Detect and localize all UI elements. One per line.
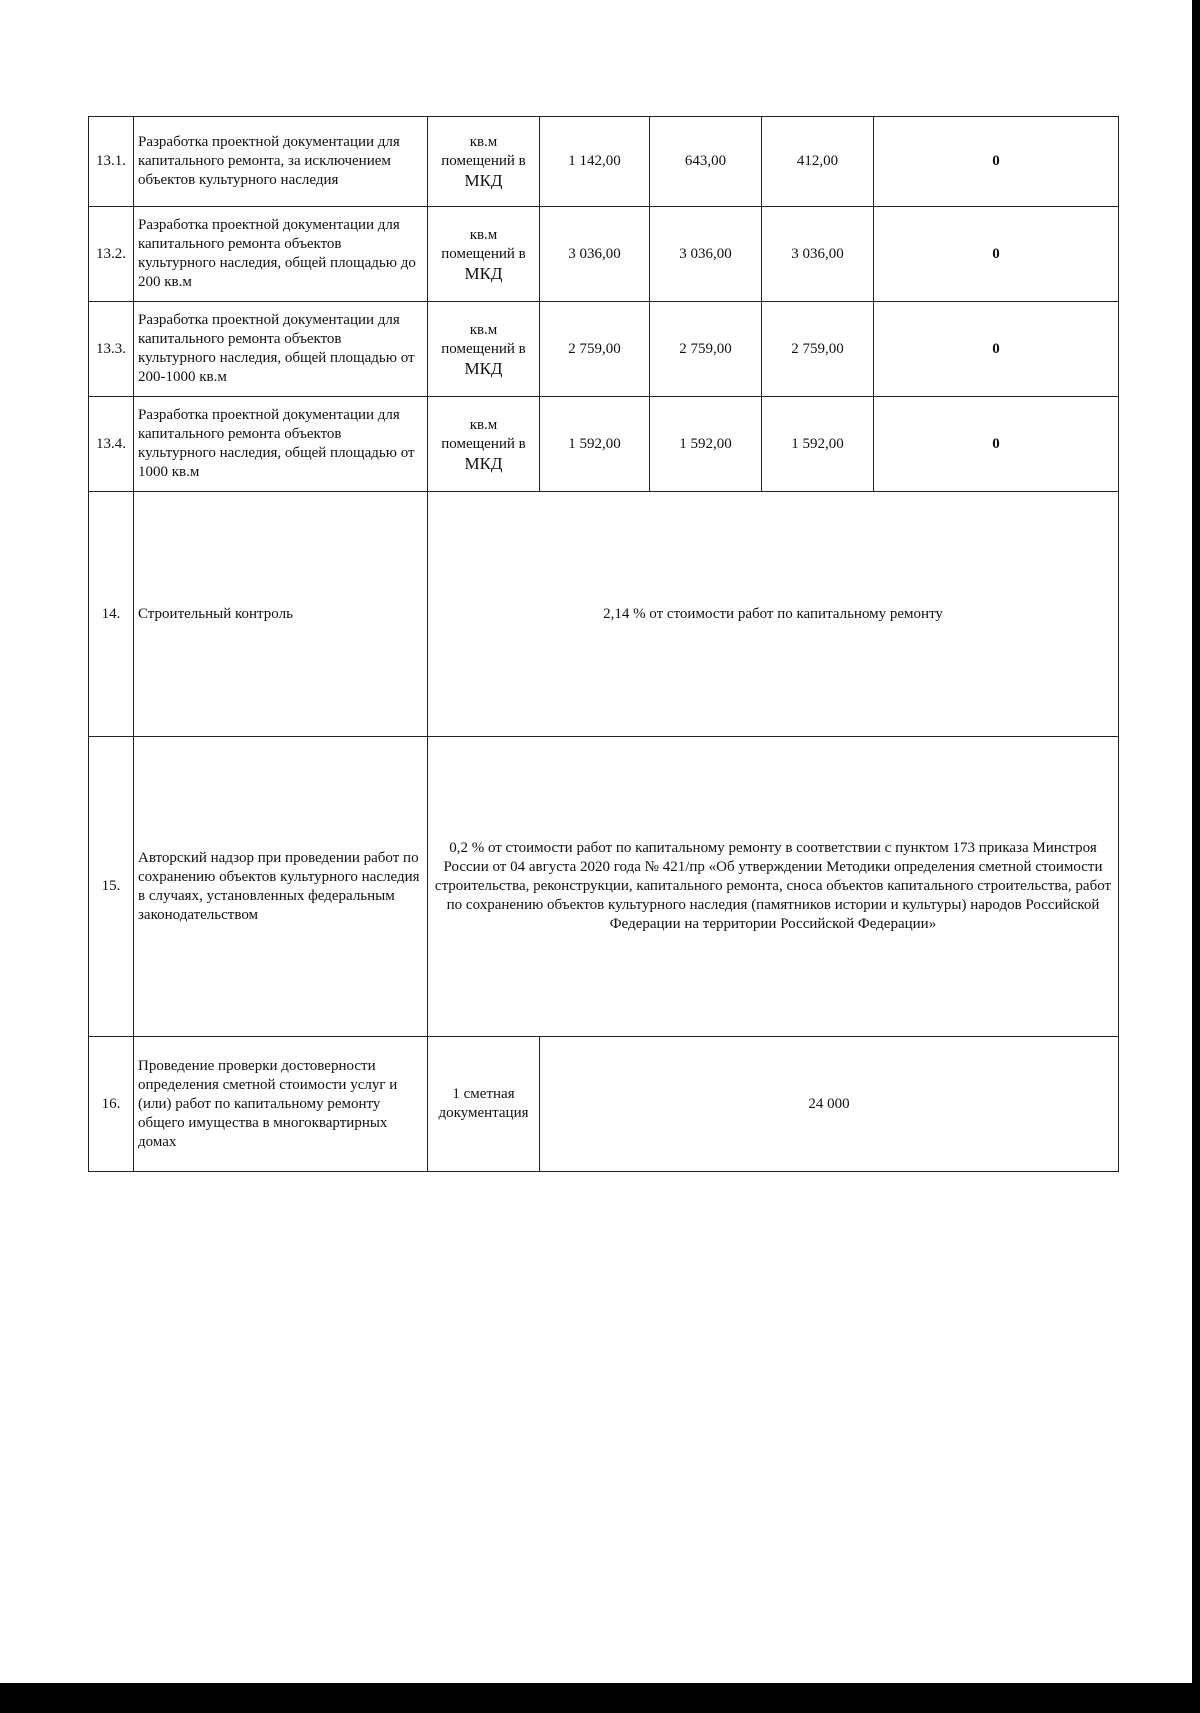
scan-edge-bottom	[0, 1683, 1200, 1713]
unit-line: помещений в	[441, 340, 526, 357]
row-value: 2,14 % от стоимости работ по капитальному ремонту	[428, 492, 1119, 737]
row-value-3: 2 759,00	[762, 302, 874, 397]
row-value-4: 0	[874, 117, 1119, 207]
row-unit: 1 сметная документация	[428, 1037, 540, 1172]
table-row	[89, 737, 1119, 1037]
table-row	[89, 492, 1119, 737]
unit-line: кв.м	[469, 226, 498, 243]
row-number: 15.	[89, 737, 134, 1037]
cost-table	[88, 116, 1119, 1172]
row-number: 13.2.	[89, 207, 134, 302]
unit-line: помещений в	[441, 245, 526, 262]
row-value: 24 000	[540, 1037, 1119, 1172]
row-number: 13.4.	[89, 397, 134, 492]
row-value-2: 2 759,00	[650, 302, 762, 397]
table-row	[89, 117, 1119, 207]
row-number: 14.	[89, 492, 134, 737]
unit-line: МКД	[464, 171, 503, 190]
unit-line: кв.м	[469, 416, 498, 433]
row-value-2: 1 592,00	[650, 397, 762, 492]
row-value-4: 0	[874, 302, 1119, 397]
row-value-1: 1 142,00	[540, 117, 650, 207]
table-row	[89, 397, 1119, 492]
row-value-4: 0	[874, 207, 1119, 302]
row-name: Разработка проектной документации для капитального ремонта объектов культурного наследия, общей площадью от 200-1000 кв.м	[134, 302, 428, 397]
unit-line: кв.м	[469, 321, 498, 338]
row-name: Разработка проектной документации для капитального ремонта объектов культурного наследия, общей площадью до 200 кв.м	[134, 207, 428, 302]
row-value-2: 643,00	[650, 117, 762, 207]
row-number: 13.3.	[89, 302, 134, 397]
row-name: Разработка проектной документации для капитального ремонта, за исключением объектов культурного наследия	[134, 117, 428, 207]
table-row	[89, 302, 1119, 397]
row-value-3: 3 036,00	[762, 207, 874, 302]
unit-line: МКД	[464, 263, 503, 283]
unit-line: МКД	[464, 453, 503, 473]
unit-line: МКД	[464, 358, 503, 378]
row-value-1: 2 759,00	[540, 302, 650, 397]
row-value-3: 412,00	[762, 117, 874, 207]
row-value-2: 3 036,00	[650, 207, 762, 302]
row-unit	[428, 302, 540, 397]
table-row	[89, 207, 1119, 302]
row-unit	[428, 397, 540, 492]
row-number: 13.1.	[89, 117, 134, 207]
row-unit	[428, 207, 540, 302]
row-unit	[428, 117, 540, 207]
unit-line: помещений в	[441, 153, 526, 169]
scan-edge-right	[1192, 0, 1200, 1713]
row-value-3: 1 592,00	[762, 397, 874, 492]
row-name: Разработка проектной документации для капитального ремонта объектов культурного наследия, общей площадью от 1000 кв.м	[134, 397, 428, 492]
row-name: Строительный контроль	[134, 492, 428, 737]
unit-line: кв.м	[469, 134, 498, 150]
row-name: Проведение проверки достоверности определения сметной стоимости услуг и (или) работ по капитальному ремонту общего имущества в многоквартирных домах	[134, 1037, 428, 1172]
row-value-1: 3 036,00	[540, 207, 650, 302]
row-value: 0,2 % от стоимости работ по капитальному ремонту в соответствии с пунктом 173 приказа Минстроя России от 04 августа 2020 года № 421/пр «Об утверждении Методики определения сметной стоимости строительства, реконструкции, капитального ремонта, сноса объектов капитального строительства, работ по сохранению объектов культурного наследия (памятников истории и культуры) народов Российской Федерации на территории Российской Федерации»	[428, 737, 1119, 1037]
row-name: Авторский надзор при проведении работ по сохранению объектов культурного наследия в случаях, установленных федеральным законодательством	[134, 737, 428, 1037]
table-row	[89, 1037, 1119, 1172]
row-value-4: 0	[874, 397, 1119, 492]
row-value-1: 1 592,00	[540, 397, 650, 492]
unit-line: помещений в	[441, 435, 526, 452]
row-number: 16.	[89, 1037, 134, 1172]
